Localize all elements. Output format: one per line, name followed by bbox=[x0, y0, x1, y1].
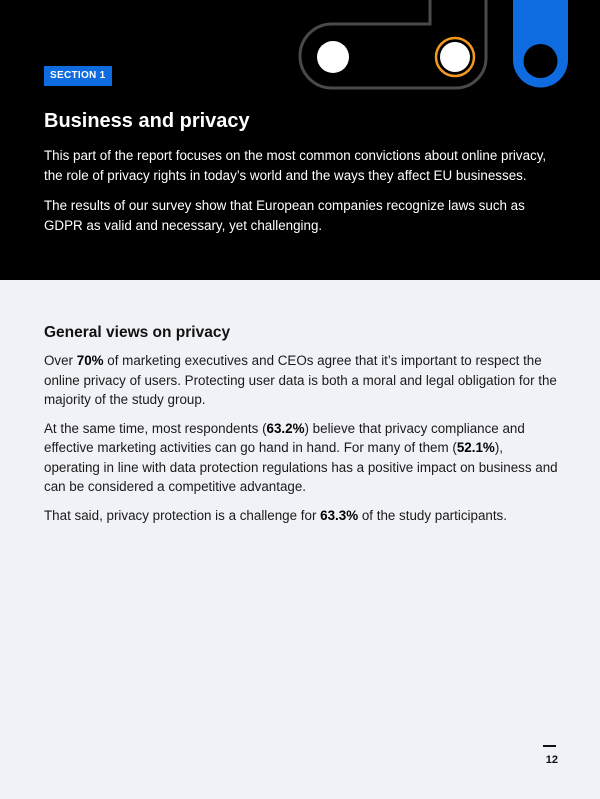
page-number: 12 bbox=[545, 754, 558, 766]
text-run: of marketing executives and CEOs agree that it’s important to respect the online privacy of users. Protecting user data is both a moral and legal obligation for the majority of the study group. bbox=[44, 353, 557, 407]
white-knob bbox=[317, 41, 349, 73]
page-title: Business and privacy bbox=[44, 110, 250, 132]
page-number-rule bbox=[543, 745, 556, 747]
stat-highlight: 70% bbox=[76, 353, 104, 368]
text-run: That said, privacy protection is a challenge for bbox=[44, 507, 321, 523]
text-run: ), operating in line with data protection regulations has a positive impact on business and can be considered a competitive advantage. bbox=[44, 440, 558, 494]
body-paragraph-2 bbox=[44, 419, 559, 497]
section-badge: SECTION 1 bbox=[44, 66, 112, 86]
section-heading: General views on privacy bbox=[44, 324, 231, 341]
text-run: At the same time, most respondents ( bbox=[44, 420, 267, 436]
white-knob-ringed bbox=[440, 42, 470, 72]
stat-highlight: 63.2% bbox=[266, 420, 305, 436]
body-paragraph-1 bbox=[44, 351, 559, 410]
stat-highlight: 63.3% bbox=[320, 507, 359, 523]
body-paragraph-3 bbox=[44, 506, 559, 526]
black-knob bbox=[524, 44, 558, 78]
text-run: of the study participants. bbox=[358, 507, 507, 523]
toggle-switches-graphic bbox=[0, 0, 600, 280]
stat-highlight: 52.1% bbox=[456, 440, 495, 455]
intro-paragraph-2: The results of our survey show that European companies recognize laws such as GDPR as valid and necessary, yet challenging. bbox=[44, 198, 525, 233]
main-content bbox=[44, 324, 559, 534]
hero-section bbox=[0, 0, 600, 280]
text-run: ) believe that privacy compliance and effective marketing activities can go hand in hand. For many of them ( bbox=[44, 420, 525, 455]
text-run: Over bbox=[44, 353, 77, 368]
intro-paragraph-1: This part of the report focuses on the most common convictions about online privacy, the role of privacy rights in today’s world and the ways they affect EU businesses. bbox=[44, 148, 547, 183]
